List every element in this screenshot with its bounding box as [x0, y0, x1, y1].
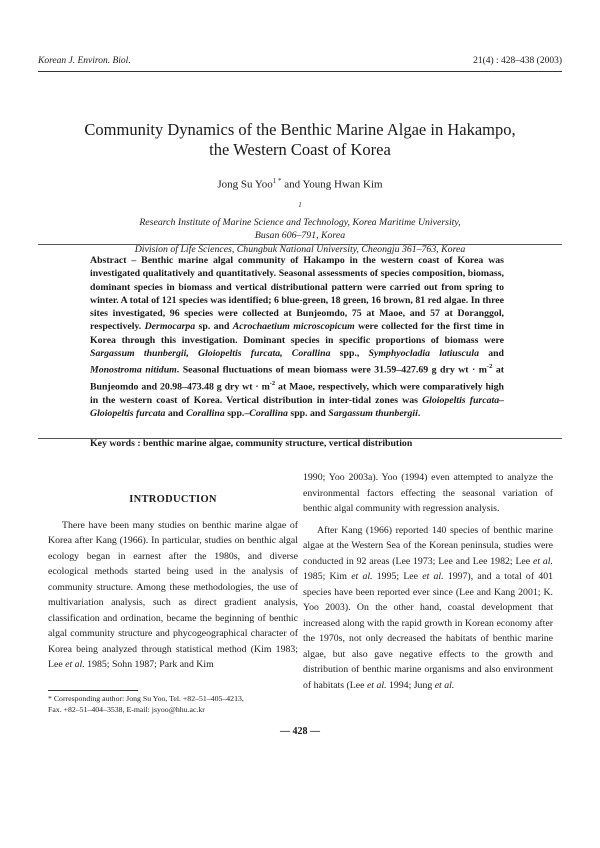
page-number: — 428 — — [280, 726, 320, 737]
affiliation-line-3: Division of Life Sciences, Chungbuk National University, Cheongju 361–763, Korea — [134, 243, 466, 255]
intro-paragraph: There have been many studies on benthic marine algae of Korea after Kang (1966). In particular, studies on benthic algal ecology began in earnest after the 1980s, and diverse ecological methods started being used in the analysis of community structure. Among these methodologies, the use of multivariation analysis, such as direct gradient analysis, classification and ordination, became the beginning of benthic algal community structure and phycogeographical character of Korea being analyzed through statistical method (Kim 1983; Lee et al. 1985; Sohn 1987; Park and Kim — [48, 519, 298, 670]
right-paragraph-1: 1990; Yoo 2003a). Yoo (1994) even attempted to analyze the environmental factors effecting the seasonal variation of benthic algal community with regression analysis. — [303, 472, 553, 514]
author-1-marks: 1 * — [272, 177, 282, 185]
left-column — [48, 470, 298, 673]
affiliation-line-1: $^1$ Research Institute of Marine Science and Technology, Korea Maritime University, — [139, 201, 461, 228]
author-1: Jong Su Yoo — [217, 178, 273, 191]
volume-citation: 21(4) : 428–438 (2003) — [473, 56, 562, 66]
header-rule — [38, 71, 562, 72]
authors — [40, 177, 560, 191]
journal-name: Korean J. Environ. Biol. — [38, 56, 131, 66]
author-2: and Young Hwan Kim — [281, 178, 383, 191]
abstract: Abstract – Benthic marine algal community of Hakampo in the western coast of Korea was investigated qualitatively and quantitatively. Seasonal assessments of species composition, biomass, dominant species in biomass and vertical distributional pattern were carried out from spring to winter. A total of 121 species was identified; 6 blue-green, 18 green, 16 brown, 81 red algae. In three sites investigated, 96 species were collected at Bunjeomdo, 75 at Maoe, and 57 at Doranggol, respectively. Dermocarpa sp. and Acrochaetium microscopicum were collected for the first time in Korea through this investigation. Dominant species in specific proportions of biomass were Sargassum thunbergii, Gloiopeltis furcata, Corallina spp., Symphyocladia latiuscula and Monostroma nitidum. Seasonal fluctuations of mean biomass were 31.59–427.69 g dry wt · $m^{-2}$ at Bunjeomdo and 20.98–473.48 g dry wt · $m^{-2}$ at Maoe, respectively, which were comparatively high in the western coast of Korea. Vertical distribution in inter-tidal zones was Gloiopeltis furcata–Gloiopeltis furcata and Corallina spp.–Corallina spp. and Sargassum thunbergii. — [90, 255, 505, 419]
right-paragraph-2: After Kang (1966) reported 140 species of benthic marine algae at the Western Sea of the Korean peninsula, studies were conducted in 92 areas (Lee 1973; Lee and Lee 1982; Lee et al. 1985; Kim et al. 1995; Lee et al. 1997), and a total of 401 species have been reported ever since (Lee and Kang 2001; K. Yoo 2003). On the other hand, coastal development that increased along with the rapid growth in Korean economy after the 1970s, not only decreased the habitats of benthic marine algae, but also gave negative effects to the growth and distribution of benthic marine organisms and also environment of habitats (Lee et al. 1994; Jung et al. — [303, 524, 554, 691]
title-line-2: the Western Coast of Korea — [209, 140, 391, 159]
keywords: Key words : benthic marine algae, community structure, vertical distribution — [90, 438, 413, 449]
footnote — [48, 690, 298, 715]
right-column — [303, 470, 553, 693]
footnote-line-2: Fax. +82–51–404–3538, E-mail: jsyoo@hhu.ac.kr — [48, 704, 205, 714]
affiliation-line-2: Busan 606–791, Korea — [254, 230, 346, 242]
paper-title — [40, 120, 560, 160]
running-head — [38, 56, 562, 66]
title-line-1: Community Dynamics of the Benthic Marine Algae in Hakampo, — [84, 120, 516, 139]
footnote-rule — [48, 690, 138, 691]
section-heading-introduction: INTRODUCTION — [129, 494, 217, 505]
affiliation-mark: 1 — [298, 201, 302, 209]
footnote-line-1: * Corresponding author: Jong Su Yoo, Tel. +82–51–405–4213, — [48, 694, 244, 703]
